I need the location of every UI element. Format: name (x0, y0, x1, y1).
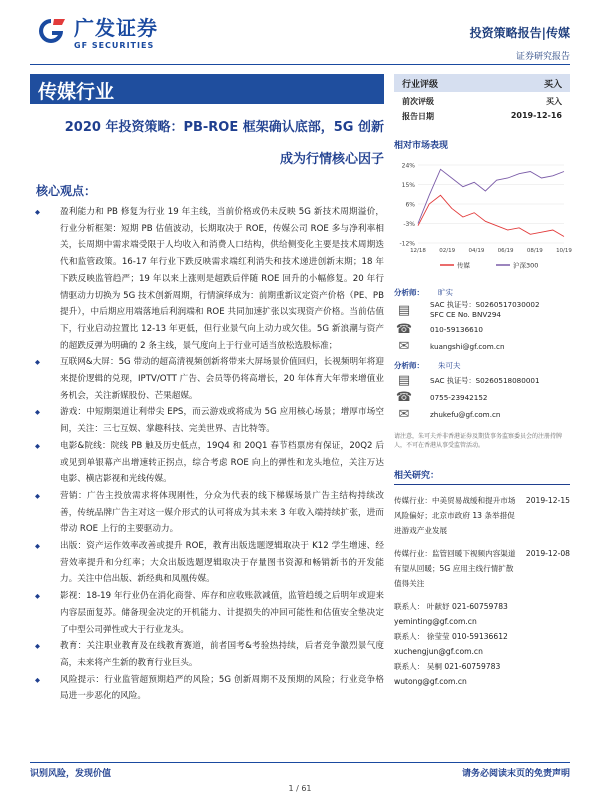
previous-rating-value: 买入 (546, 97, 562, 106)
series-line (418, 195, 564, 236)
contacts-list (394, 599, 570, 689)
credential-text (430, 393, 487, 403)
credential-line: SAC 执证号：S0260518080001 (430, 375, 540, 385)
credential-line: kuangshi@gf.com.cn (430, 341, 505, 351)
core-point: ◆ 教育：关注职业教育及在线教育赛道，前者国考&考验热持续，后者竞争激烈景气度高，未来将产生新的教育行业巨头。 (32, 638, 384, 671)
analyst-row (394, 360, 570, 371)
logo-chinese-name: 广发证券 (74, 16, 158, 40)
logo-english-name: GF SECURITIES (74, 41, 155, 50)
footer-slogan: 识别风险，发现价值 (30, 769, 112, 779)
analyst-disclaimer: 请注意，朱可夫并非香港证券及期货事务监察委员会的注册持牌人，不可在香港从事受监管活动。 (394, 433, 563, 449)
x-tick-label: 12/18 (410, 248, 426, 254)
related-research-heading: 相关研究： (394, 468, 570, 485)
relative-performance-chart (394, 159, 570, 277)
email-icon: ✉ (398, 339, 410, 354)
core-point: ◆ 营销：广告主投放需求将体现刚性，分众为代表的线下梯媒场景广告主结构持续改善，传统品牌广告主对这一媒介形式的认可将成为其未来 3 年收入端持续扩张，进而带动 ROE 上行的主要驱动力。 (32, 488, 384, 538)
y-tick-label: -3% (403, 221, 415, 228)
x-tick-label: 10/19 (556, 248, 572, 254)
y-tick-label: 24% (401, 162, 415, 170)
credential-line: 0755-23942152 (430, 392, 488, 402)
previous-rating-row (394, 92, 570, 107)
credential-line: SAC 执证号：S0260517030002 (430, 300, 540, 309)
related-research-item[interactable] (394, 493, 570, 538)
core-point: ◆ 影视：18-19 年行业仍在消化商誉、库存和应收账款减值，监管趋缓之后明年或迎来内容层面复苏。储备现金决定的开机能力、计提损失的冲回可能性和估值安全垫决定了中型公司弹性或大于行业龙头。 (32, 588, 384, 638)
analyst-name: 旷实 (438, 288, 453, 297)
rating-value: 买入 (543, 79, 562, 90)
analyst-label: 分析师： (394, 288, 424, 297)
related-research-title[interactable]: 传媒行业：中美贸易战缓和提升市场风险偏好；北京市政府 13 条举措促进游戏产业发展 (394, 496, 516, 535)
contact-line: wutong@gf.com.cn (394, 677, 467, 686)
y-tick-label: 15% (401, 182, 415, 189)
core-point: ◆ 风险提示：行业监管超预期趋严的风险；5G 创新周期不及预期的风险；行业竞争格局进一步恶化的风险。 (32, 672, 384, 705)
rating-header (394, 74, 570, 92)
email-icon: ✉ (398, 407, 410, 422)
rating-label: 行业评级 (402, 79, 439, 90)
contact-line: yeminting@gf.com.cn (394, 617, 477, 626)
credential-line: SFC CE No. BNV294 (430, 310, 502, 319)
analyst-label: 分析师： (394, 361, 424, 370)
core-points-list (32, 204, 384, 705)
core-point: ◆ 出版：资产运作效率改善或提升 ROE，教育出版选题逻辑取决于 K12 学生增速、经营效率提升和分红率；大众出版选题逻辑取决于存量图书资源和畅销新书的开发能力。关注中信出版、新经典和凤凰传媒。 (32, 538, 384, 588)
related-research-title[interactable]: 传媒行业：监管回暖下视频内容渠道有望从回暖；5G 应用主线行情扩散值得关注 (394, 549, 516, 588)
contact-line: 联系人： 吴桐 021-60759783 (394, 662, 501, 671)
analyst-credential (394, 322, 570, 337)
core-point: ◆ 互联网&大屏：5G 带动的超高清视频创新将带来大屏场景价值回归，长视频明年将迎来提价逻辑的兑现，IPTV/OTT 广告、会员等仍将高增长，20 年体育大年带来增值业务机会，关注新媒股份、芒果超媒。 (32, 354, 384, 404)
credential-text (430, 300, 540, 320)
analyst-credential (394, 339, 570, 354)
x-tick-label: 02/19 (439, 248, 456, 254)
related-research-date: 2019-12-08 (525, 549, 570, 558)
phone-icon: ☎ (395, 322, 413, 337)
core-point: ◆ 电影&院线：院线 PB 触及历史低点，19Q4 和 20Q1 春节档票房有保证，20Q2 后或见到单银幕产出增速转正拐点，综合考虑 ROE 向上的弹性和龙头地位，关注万达电影、横店影视和光线传媒。 (32, 438, 384, 488)
credential-line: zhukefu@gf.com.cn (430, 409, 501, 419)
report-date-row (394, 107, 570, 122)
legend-label: 传媒 (457, 261, 470, 270)
related-research-item[interactable] (394, 546, 570, 591)
gf-logo-icon (34, 16, 68, 46)
relative-performance-heading: 相对市场表现 (394, 141, 449, 151)
analyst-credential (394, 373, 570, 388)
credential-text (430, 342, 505, 352)
sidebar (394, 74, 570, 689)
analyst-credential (394, 407, 570, 422)
legend-label: 沪深300 (513, 261, 539, 270)
x-tick-label: 08/19 (526, 248, 543, 254)
page-number: 1 / 61 (288, 784, 312, 793)
x-tick-label: 06/19 (497, 248, 514, 254)
analyst-row (394, 287, 570, 298)
related-research-date: 2019-12-15 (525, 496, 570, 505)
report-type-title: 投资策略报告|传媒 (469, 26, 570, 40)
sector-banner: 传媒行业 (30, 74, 384, 104)
analyst-name: 朱可夫 (438, 361, 461, 370)
core-points-heading: 核心观点： (36, 184, 97, 198)
y-tick-label: 6% (405, 201, 415, 209)
contact-line: xuchengjun@gf.com.cn (394, 647, 483, 656)
core-point: ◆ 游戏：中短期渠道让利带尖 EPS，而云游戏或将成为 5G 应用核心场景；增厚市场空间，关注：三七互娱、掌趣科技、完美世界、吉比特等。 (32, 404, 384, 437)
report-date-label: 报告日期 (402, 112, 434, 121)
phone-icon: ☎ (395, 390, 413, 405)
company-logo (34, 12, 158, 50)
credential-text (430, 325, 483, 335)
analyst-credential (394, 300, 570, 320)
credential-line: 010-59136610 (430, 324, 483, 334)
header-divider (30, 64, 570, 65)
footer-disclaimer-note: 请务必阅读末页的免责声明 (461, 769, 570, 779)
related-research-list (394, 493, 570, 591)
series-line (418, 169, 564, 223)
report-date-value: 2019-12-16 (510, 111, 562, 120)
id-card-icon: ▤ (397, 373, 411, 388)
y-tick-label: -12% (399, 240, 415, 248)
analyst-credential (394, 390, 570, 405)
credential-text (430, 410, 500, 420)
credential-text (430, 376, 540, 386)
report-title-line-2: 成为行情核心因子 (279, 152, 384, 167)
report-title-line-1: 2020 年投资策略：PB-ROE 框架确认底部，5G 创新 (64, 120, 384, 135)
core-point: ◆ 盈利能力和 PB 修复为行业 19 年主线，当前价格或仍未反映 5G 新技术周期溢价，行业分析框架：短期 PB 估值波动，长期取决于 ROE，传媒公司 ROE 多与净利率相关，长周期中需求端受限于人均收入和消费人口结构，供给侧变化主要是技术周期迭代和监管政策。16-17 年行业下跌反映需求端红利消失和技术递进创新末期；18 年下跌反映监管趋严；19 年以来上涨则是超跌后伴随 ROE 回升的小幅修复。20 年行情驱动力切换为 5G 技术创新周期，行情演绎成为：前期重新议定资产价格（PE、PB 提升），中后期应用端落地后利润端和 ROE 共同加速扩张以实现资产价格。当前估值下，行业启动拉置比 12-13 年更低，但行业景气向上动力或欠佳。5G 新浪潮与资产的超跌反弹为明确的 2 条主线，景气度向上于行业可适当放松选股标准； (32, 204, 384, 354)
footer-divider (30, 762, 570, 763)
contact-line: 联系人： 徐莹莹 010-59136612 (394, 632, 508, 641)
id-card-icon: ▤ (397, 302, 411, 318)
x-tick-label: 04/19 (468, 248, 485, 254)
report-type-subtitle: 证券研究报告 (515, 52, 570, 62)
analysts-block (394, 287, 570, 422)
contact-line: 联系人： 叶献妤 021-60759783 (394, 602, 508, 611)
previous-rating-label: 前次评级 (402, 97, 434, 106)
